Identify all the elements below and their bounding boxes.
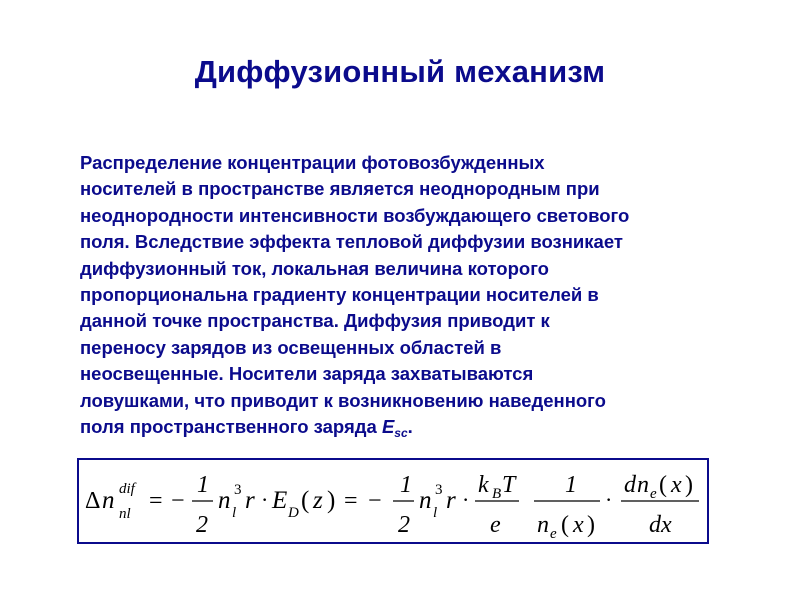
formula-rparen-3: ) — [685, 472, 693, 498]
formula-dot-2: · — [462, 487, 470, 512]
formula-cube-2: 3 — [435, 482, 443, 498]
formula-dot-1: · — [261, 487, 269, 512]
formula-dne-sub: e — [650, 486, 657, 502]
formula-ne-n: n — [537, 512, 549, 538]
formula-r-2: r — [446, 487, 456, 514]
paragraph-line-8: переносу зарядов из освещенных областей в — [80, 336, 502, 358]
formula-frac1-num: 1 — [197, 472, 209, 498]
formula-frac1-den: 2 — [196, 512, 208, 538]
formula-D-sub: D — [288, 505, 299, 521]
formula-dx: dx — [649, 512, 672, 538]
field-symbol: E — [381, 416, 395, 438]
formula-n-l-1: n — [218, 487, 231, 514]
body-paragraph — [80, 150, 748, 446]
formula-d: d — [624, 472, 636, 498]
formula-minus-2: − — [368, 488, 382, 514]
field-subscript: sc — [394, 426, 408, 441]
formula-l-sub-2: l — [433, 505, 438, 521]
paragraph-line-11-text: поля пространственного заряда — [80, 416, 382, 438]
formula-dif-sup: dif — [119, 481, 135, 497]
formula-delta: Δ — [85, 488, 101, 514]
paragraph-line-9: неосвещенные. Носители заряда захватываются — [80, 363, 534, 385]
formula-e-den: e — [490, 512, 501, 538]
formula-ne-sub: e — [550, 526, 557, 542]
formula-box — [77, 458, 709, 544]
formula-B-sub: B — [492, 486, 502, 502]
formula-n-l-2: n — [419, 487, 432, 514]
formula-E: E — [272, 487, 288, 514]
paragraph-line-3: неоднородности интенсивности возбуждающего светового — [80, 204, 630, 226]
paragraph-line-4: поля. Вследствие эффекта тепловой диффузии возникает — [80, 231, 623, 253]
formula-minus-1: − — [171, 488, 185, 514]
formula-r-1: r — [245, 487, 255, 514]
paragraph-line-11 — [80, 414, 748, 446]
formula-x-1: x — [573, 512, 584, 538]
formula-lparen-1: ( — [301, 487, 310, 514]
formula-equals-2: = — [344, 488, 358, 514]
formula-dot-3: · — [605, 487, 613, 512]
formula-dne-n: n — [637, 472, 649, 498]
slide-title: Диффузионный механизм — [194, 54, 606, 89]
formula-x-2: x — [671, 472, 682, 498]
formula-equals-1: = — [149, 488, 163, 514]
formula-frac2-den: 2 — [398, 512, 410, 538]
paragraph-line-5: диффузионный ток, локальная величина которого — [80, 257, 549, 279]
formula-n: n — [102, 487, 115, 514]
formula-k: k — [478, 472, 489, 498]
formula-l-sub-1: l — [232, 505, 237, 521]
formula-frac4-num: 1 — [565, 472, 577, 498]
final-period: . — [407, 416, 413, 438]
formula-T: T — [502, 472, 516, 498]
paragraph-line-6: пропорциональна градиенту концентрации носителей в — [80, 284, 599, 306]
formula-lparen-3: ( — [659, 472, 667, 498]
paragraph-line-1: Распределение концентрации фотовозбужденных — [80, 152, 545, 173]
formula-z: z — [313, 487, 323, 514]
formula-nl-sub: nl — [119, 506, 131, 522]
diffusion-formula — [79, 460, 707, 542]
formula-rparen-2: ) — [587, 512, 595, 538]
formula-frac2-num: 1 — [400, 472, 412, 498]
formula-lparen-2: ( — [561, 512, 569, 538]
paragraph-line-7: данной точке пространства. Диффузия приводит к — [80, 310, 550, 332]
formula-rparen-1: ) — [327, 487, 336, 514]
paragraph-line-2: носителей в пространстве является неоднородным при — [80, 178, 600, 200]
paragraph-line-10: ловушками, что приводит к возникновению наведенного — [80, 389, 606, 411]
formula-cube-1: 3 — [234, 482, 242, 498]
